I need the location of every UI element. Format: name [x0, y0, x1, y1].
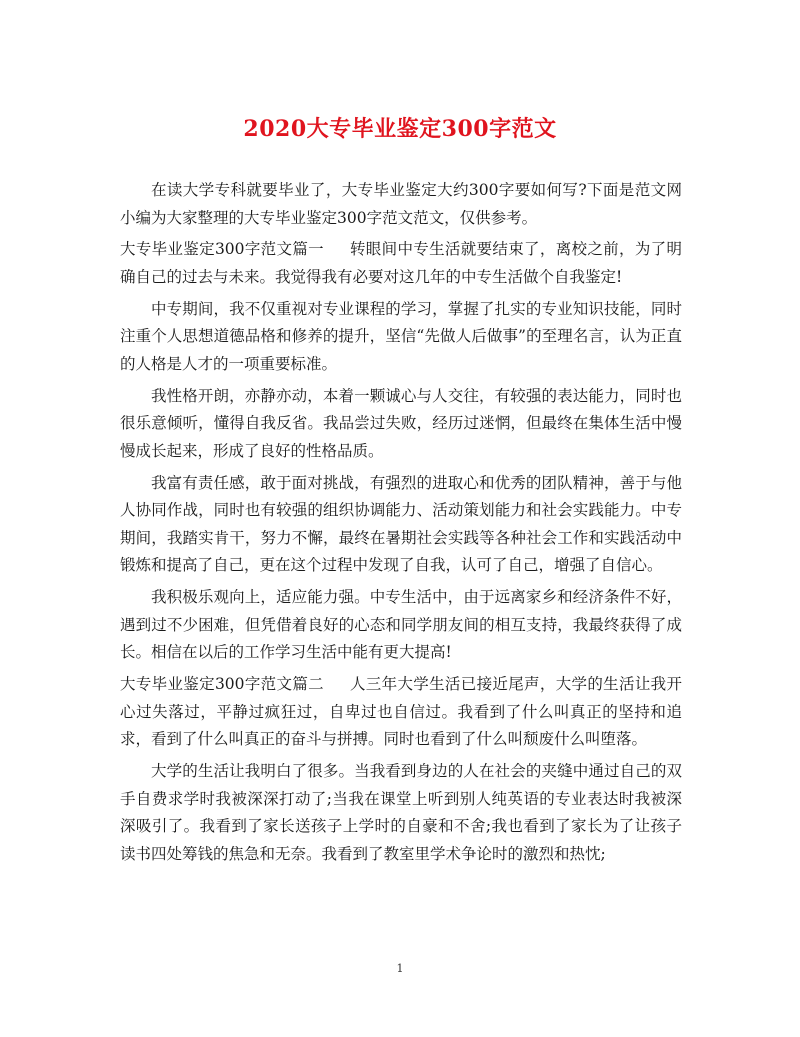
paragraph-text: 转眼间中专生活就要结束了，离校之前，为了明确自己的过去与未来。我觉得我有必要对这几年的中专生活做个自我鉴定! — [120, 240, 682, 286]
section-label: 大专毕业鉴定300字范文篇二 — [120, 675, 324, 694]
paragraph-text: 我富有责任感，敢于面对挑战，有强烈的进取心和优秀的团队精神，善于与他人协同作战，同时也有较强的组织协调能力、活动策划能力和社会实践能力。中专期间，我踏实肯干，努力不懈，最终在暑期社会实践等各种社会工作和实践活动中锻炼和提高了自己，更在这个过程中发现了自我，认可了自己，增强了自信心。 — [120, 473, 682, 575]
paragraph-text: 人三年大学生活已接近尾声，大学的生活让我开心过失落过，平静过疯狂过，自卑过也自信过。我看到了什么叫真正的坚持和追求，看到了什么叫真正的奋斗与拼搏。同时也看到了什么叫颓废什么叫堕落。 — [120, 675, 682, 749]
section-label: 大专毕业鉴定300字范文篇一 — [120, 240, 324, 259]
paragraph-text: 我性格开朗，亦静亦动，本着一颗诚心与人交往，有较强的表达能力，同时也很乐意倾听，懂得自我反省。我品尝过失败，经历过迷惘，但最终在集体生活中慢慢成长起来，形成了良好的性格品质。 — [120, 386, 682, 460]
paragraph — [120, 584, 682, 667]
document-body — [120, 177, 682, 873]
paragraph-text: 大学的生活让我明白了很多。当我看到身边的人在社会的夹缝中通过自己的双手自费求学时我被深深打动了;当我在课堂上听到别人纯英语的专业表达时我被深深吸引了。我看到了家长送孩子上学时的自豪和不舍;我也看到了家长为了让孩子读书四处筹钱的焦急和无奈。我看到了教室里学术争论时的激烈和热忱; — [120, 762, 682, 863]
paragraph — [120, 758, 682, 868]
paragraph — [120, 383, 682, 466]
section-paragraph — [120, 671, 682, 754]
paragraph — [120, 296, 682, 379]
paragraph — [120, 177, 682, 232]
paragraph — [120, 470, 682, 580]
section-paragraph — [120, 236, 682, 291]
page-number: 1 — [396, 962, 404, 975]
paragraph-text: 中专期间，我不仅重视对专业课程的学习，掌握了扎实的专业知识技能，同时注重个人思想道德品格和修养的提升，坚信“先做人后做事”的至理名言，认为正直的人格是人才的一项重要标准。 — [120, 299, 682, 373]
document-title: 2020大专毕业鉴定300字范文 — [243, 116, 557, 142]
paragraph-text: 我积极乐观向上，适应能力强。中专生活中，由于远离家乡和经济条件不好，遇到过不少困难，但凭借着良好的心态和同学朋友间的相互支持，我最终获得了成长。相信在以后的工作学习生活中能有更大提高! — [120, 588, 682, 662]
paragraph-text: 在读大学专科就要毕业了，大专毕业鉴定大约300字要如何写?下面是范文网小编为大家整理的大专毕业鉴定300字范文范文，仅供参考。 — [120, 181, 682, 227]
